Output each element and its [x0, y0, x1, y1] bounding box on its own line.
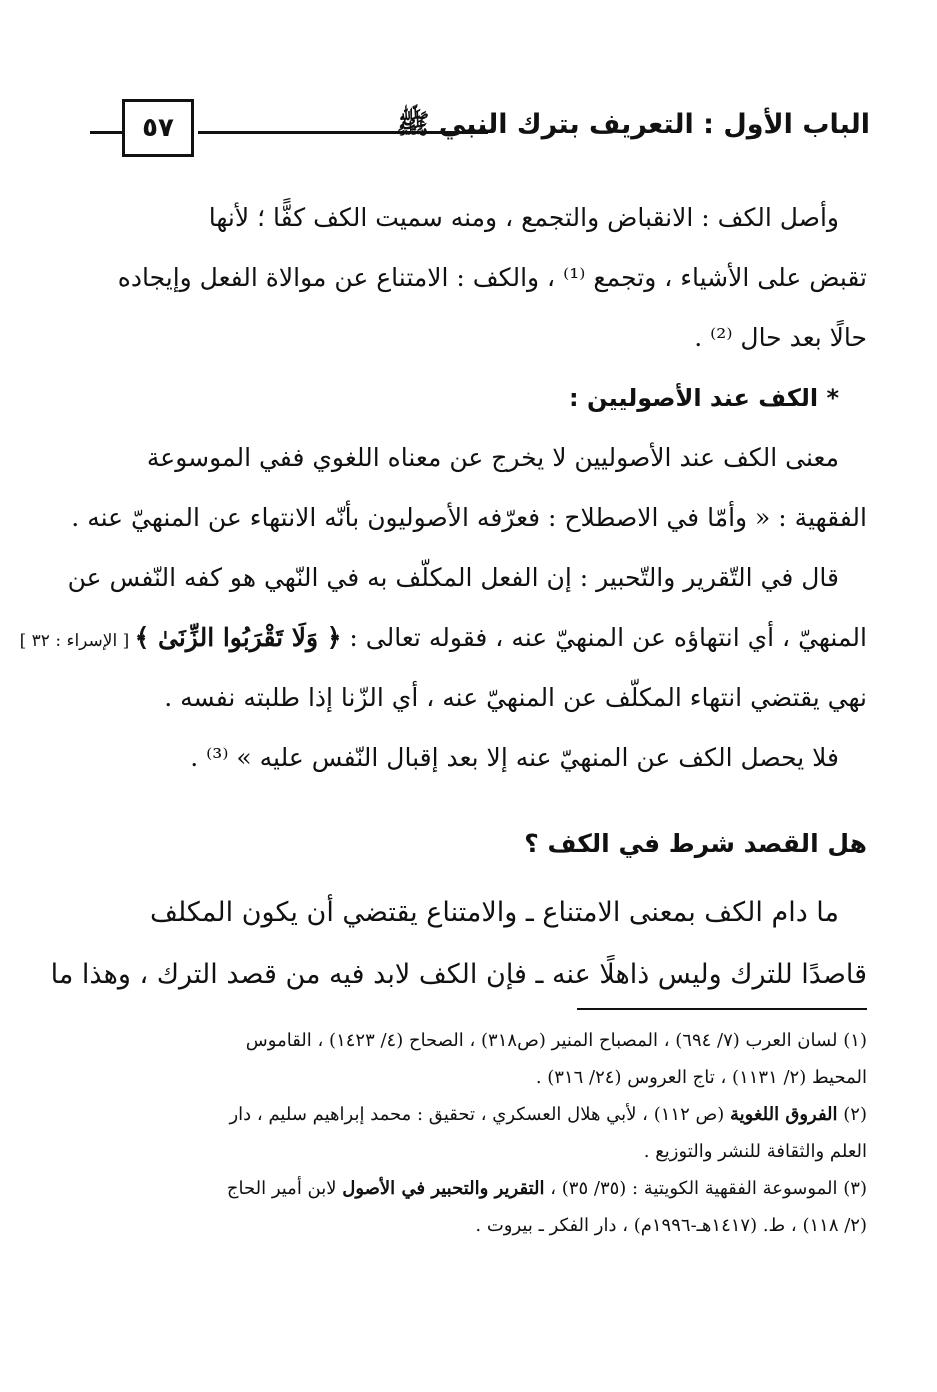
text-line: وأصل الكف : الانقباض والتجمع ، ومنه سميت الكف كفًّا ؛ لأنها [208, 203, 839, 232]
footnote-line: العلم والثقافة للنشر والتوزيع . [643, 1141, 867, 1162]
page-header [90, 95, 870, 165]
subheading-usuliyin: * الكف عند الأصوليين : [569, 384, 839, 412]
footnote-text: (٣) الموسوعة الفقهية الكويتية : (٣٥/ ٣٥) ، [544, 1178, 867, 1199]
main-text [19, 188, 867, 1006]
text-line: الفقهية : « وأمّا في الاصطلاح : فعرّفه الأصوليون بأنّه الانتهاء عن المنهيّ عنه . [71, 503, 867, 532]
footnote-book-title: الفروق اللغوية [730, 1104, 838, 1125]
footnote-text: لابن أمير الحاج [226, 1178, 343, 1199]
footnote-number: (٢) [837, 1104, 867, 1125]
section-heading-intent: هل القصد شرط في الكف ؟ [524, 829, 867, 858]
text-fragment: المنهيّ ، أي انتهاؤه عن المنهيّ عنه ، فقوله تعالى : [341, 623, 867, 652]
text-line: قاصدًا للترك وليس ذاهلًا عنه ـ فإن الكف لابد فيه من قصد الترك ، وهذا ما [50, 959, 867, 990]
footnote-line [87, 1170, 867, 1207]
page-number: ٥٧ [122, 99, 194, 157]
text-line-with-verse [19, 608, 867, 668]
footnotes [87, 1022, 867, 1244]
footnote-line: (١) لسان العرب (٧/ ٦٩٤) ، المصباح المنير (ص٣١٨) ، الصحاح (٤/ ١٤٢٣) ، القاموس [245, 1030, 867, 1051]
footnote-line: (٢/ ١١٨) ، ط. (١٤١٧هـ-١٩٩٦م) ، دار الفكر ـ بيروت . [475, 1215, 867, 1236]
verse-citation: [ الإسراء : ٣٢ ] [19, 631, 135, 651]
footnote-line: المحيط (٢/ ١١٣١) ، تاج العروس (٢٤/ ٣١٦) . [535, 1067, 867, 1088]
text-line: حالًا بعد حال ⁽²⁾ . [694, 323, 867, 352]
header-rule-left [90, 131, 122, 134]
text-line: قال في التّقرير والتّحبير : إن الفعل المكلّف به في النّهي هو كفه النّفس عن [67, 563, 839, 592]
footnote-book-title: التقرير والتحبير في الأصول [342, 1178, 545, 1199]
text-line: نهي يقتضي انتهاء المكلّف عن المنهيّ عنه ، أي الزّنا إذا طلبته نفسه . [164, 683, 867, 712]
footnote-divider [577, 1008, 867, 1010]
footnote-text: (ص ١١٢) ، لأبي هلال العسكري ، تحقيق : محمد إبراهيم سليم ، دار [229, 1104, 730, 1125]
chapter-title: الباب الأول : التعريف بترك النبي ﷺ [396, 109, 870, 140]
footnote-line [87, 1096, 867, 1133]
text-line: معنى الكف عند الأصوليين لا يخرج عن معناه اللغوي ففي الموسوعة [146, 443, 839, 472]
text-line: ما دام الكف بمعنى الامتناع ـ والامتناع يقتضي أن يكون المكلف [150, 897, 839, 928]
text-line: فلا يحصل الكف عن المنهيّ عنه إلا بعد إقبال النّفس عليه » ⁽³⁾ . [190, 743, 839, 772]
quran-verse: ﴿ وَلَا تَقْرَبُوا الزِّنَىٰ ﴾ [134, 623, 342, 652]
text-line: تقبض على الأشياء ، وتجمع ⁽¹⁾ ، والكف : الامتناع عن موالاة الفعل وإيجاده [117, 263, 867, 292]
